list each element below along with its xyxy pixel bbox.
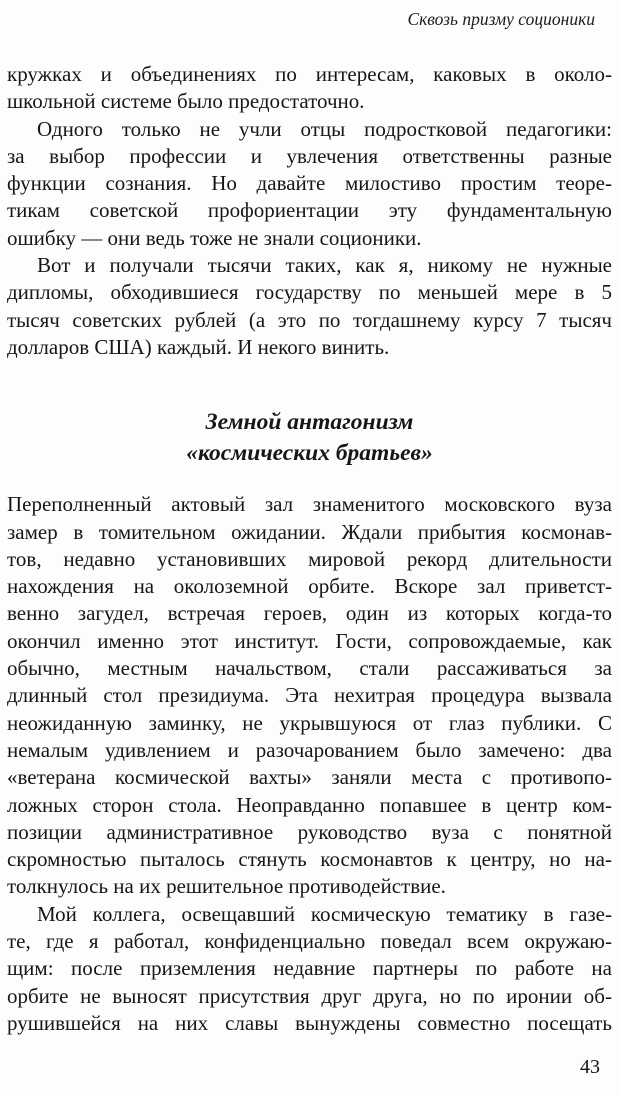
text-line: Вот и получали тысячи таких, как я, никому не нужные: [37, 253, 612, 278]
text-line: те, где я работал, конфиденциально поведал всем окружаю-: [7, 929, 612, 954]
text-line: венно загудел, встречая героев, один из которых когда-то: [7, 601, 612, 626]
text-line: Мой коллега, освещавший космическую тематику в газе-: [37, 901, 612, 926]
paragraph: [7, 61, 612, 116]
text-line: долларов США) каждый. И некого винить.: [7, 334, 390, 359]
text-line: школьной системе было предостаточно.: [7, 89, 365, 114]
text-line: обычно, местным начальством, стали рассаживаться за: [7, 656, 612, 681]
text-body: [0, 61, 620, 1037]
text-line: немалым удивлением и разочарованием было замечено: два: [7, 737, 612, 762]
text-line: позиции административное руководство вуза с понятной: [7, 819, 612, 844]
text-line: длинный стол президиума. Эта нехитрая процедура вызвала: [7, 683, 612, 708]
heading-line: «космических братьев»: [186, 440, 433, 467]
text-line: толкнулось на их решительное противодействие.: [7, 874, 446, 899]
text-line: тикам советской профориентации эту фундаментальную: [7, 198, 612, 223]
text-line: орбите не выносят присутствия друг друга, но по иронии об-: [7, 983, 612, 1008]
paragraph: [7, 116, 612, 252]
paragraph: [7, 901, 612, 1037]
section-heading: [7, 407, 612, 469]
text-line: рушившейся на них славы вынуждены совместно посещать: [7, 1010, 612, 1035]
text-line: окончил именно этот институт. Гости, сопровождаемые, как: [7, 628, 612, 653]
text-line: тов, недавно установивших мировой рекорд длительности: [7, 546, 612, 571]
text-line: дипломы, обходившиеся государству по меньшей мере в 5: [7, 280, 612, 305]
text-line: нахождения на околоземной орбите. Вскоре зал приветст-: [7, 574, 612, 599]
text-line: Переполненный актовый зал знаменитого московского вуза: [7, 492, 612, 517]
text-line: неожиданную заминку, не укрывшуюся от глаз публики. С: [7, 710, 612, 735]
text-line: ошибку — они ведь тоже не знали соционики.: [7, 225, 422, 250]
text-line: за выбор профессии и увлечения ответственны разные: [7, 143, 612, 168]
text-line: щим: после приземления недавние партнеры по работе на: [7, 956, 612, 981]
paragraph: [7, 252, 612, 361]
text-line: скромностью пыталось стянуть космонавтов к центру, но на-: [7, 847, 612, 872]
text-line: замер в томительном ожидании. Ждали прибытия космонав-: [7, 519, 612, 544]
running-header: Сквозь призму соционики: [407, 9, 595, 29]
text-line: Одного только не учли отцы подростковой педагогики:: [37, 116, 612, 141]
text-line: функции сознания. Но давайте милостиво простим теоре-: [7, 171, 612, 196]
heading-line: Земной антагонизм: [205, 409, 414, 436]
page-number: 43: [580, 1056, 600, 1078]
paragraph: [7, 491, 612, 900]
text-line: тысяч советских рублей (а это по тогдашнему курсу 7 тысяч: [7, 307, 612, 332]
text-line: «ветерана космической вахты» заняли места с противопо-: [7, 765, 612, 790]
text-line: ложных сторон стола. Неоправданно попавшее в центр ком-: [7, 792, 612, 817]
text-line: кружках и объединениях по интересам, каковых в около-: [7, 62, 612, 86]
